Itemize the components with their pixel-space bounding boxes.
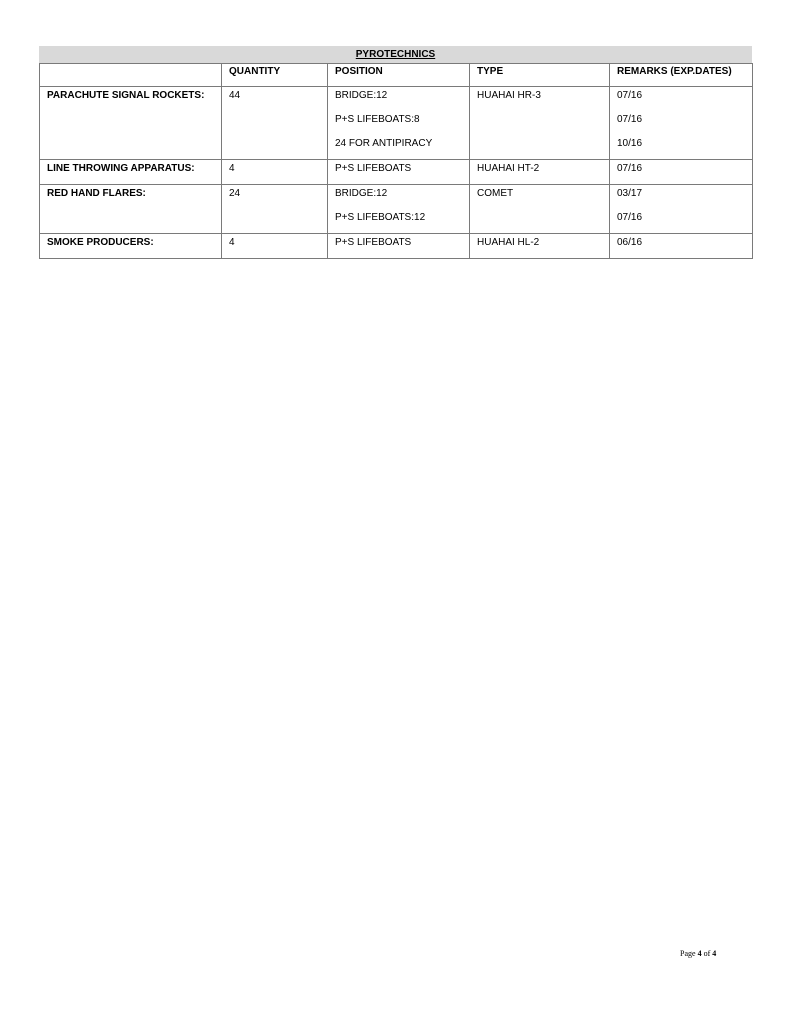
remarks-line: 07/16: [617, 163, 643, 174]
item-cell: [40, 234, 222, 259]
page-current: 4: [697, 949, 702, 958]
page-number: [680, 949, 716, 958]
item-name: PARACHUTE SIGNAL ROCKETS:: [47, 90, 205, 101]
position-cell: [328, 160, 470, 185]
item-cell: [40, 160, 222, 185]
quantity-value: 24: [229, 188, 241, 199]
quantity-value: 44: [229, 90, 241, 101]
item-cell: [40, 87, 222, 160]
remarks-line: 10/16: [617, 138, 643, 149]
position-line: BRIDGE:12: [335, 188, 388, 199]
table-row: [40, 185, 753, 234]
header-row: [40, 64, 753, 87]
remarks-cell: [610, 234, 753, 259]
header-remarks: REMARKS (EXP.DATES): [610, 64, 753, 87]
quantity-cell: [222, 234, 328, 259]
remarks-cell: [610, 160, 753, 185]
header-type: TYPE: [470, 64, 610, 87]
position-line: P+S LIFEBOATS: [335, 163, 412, 174]
position-line: 24 FOR ANTIPIRACY: [335, 138, 433, 149]
item-name: SMOKE PRODUCERS:: [47, 237, 154, 248]
position-line: BRIDGE:12: [335, 90, 388, 101]
position-cell: [328, 234, 470, 259]
type-cell: [470, 185, 610, 234]
remarks-cell: [610, 87, 753, 160]
type-cell: [470, 234, 610, 259]
position-line: P+S LIFEBOATS:8: [335, 114, 420, 125]
table-row: [40, 234, 753, 259]
page-prefix: Page: [680, 949, 698, 958]
pyrotechnics-section: [39, 46, 752, 259]
type-cell: [470, 87, 610, 160]
quantity-cell: [222, 87, 328, 160]
quantity-cell: [222, 160, 328, 185]
remarks-line: 06/16: [617, 237, 643, 248]
table-row: [40, 87, 753, 160]
position-cell: [328, 185, 470, 234]
pyrotechnics-table: [39, 63, 753, 259]
type-value: HUAHAI HL-2: [477, 237, 540, 248]
remarks-line: 03/17: [617, 188, 643, 199]
quantity-value: 4: [229, 163, 235, 174]
type-cell: [470, 160, 610, 185]
quantity-cell: [222, 185, 328, 234]
remarks-line: 07/16: [617, 212, 643, 223]
section-title-bar: [39, 46, 752, 63]
position-cell: [328, 87, 470, 160]
table-row: [40, 160, 753, 185]
remarks-line: 07/16: [617, 114, 643, 125]
position-line: P+S LIFEBOATS: [335, 237, 412, 248]
quantity-value: 4: [229, 237, 235, 248]
type-value: HUAHAI HR-3: [477, 90, 541, 101]
header-position: POSITION: [328, 64, 470, 87]
section-title: PYROTECHNICS: [355, 49, 436, 60]
remarks-line: 07/16: [617, 90, 643, 101]
item-cell: [40, 185, 222, 234]
position-line: P+S LIFEBOATS:12: [335, 212, 426, 223]
page-of: of: [701, 949, 713, 958]
page-total: 4: [712, 949, 717, 958]
item-name: RED HAND FLARES:: [47, 188, 146, 199]
header-quantity: QUANTITY: [222, 64, 328, 87]
header-item: [40, 64, 222, 87]
item-name: LINE THROWING APPARATUS:: [47, 163, 195, 174]
remarks-cell: [610, 185, 753, 234]
type-value: HUAHAI HT-2: [477, 163, 540, 174]
type-value: COMET: [477, 188, 514, 199]
